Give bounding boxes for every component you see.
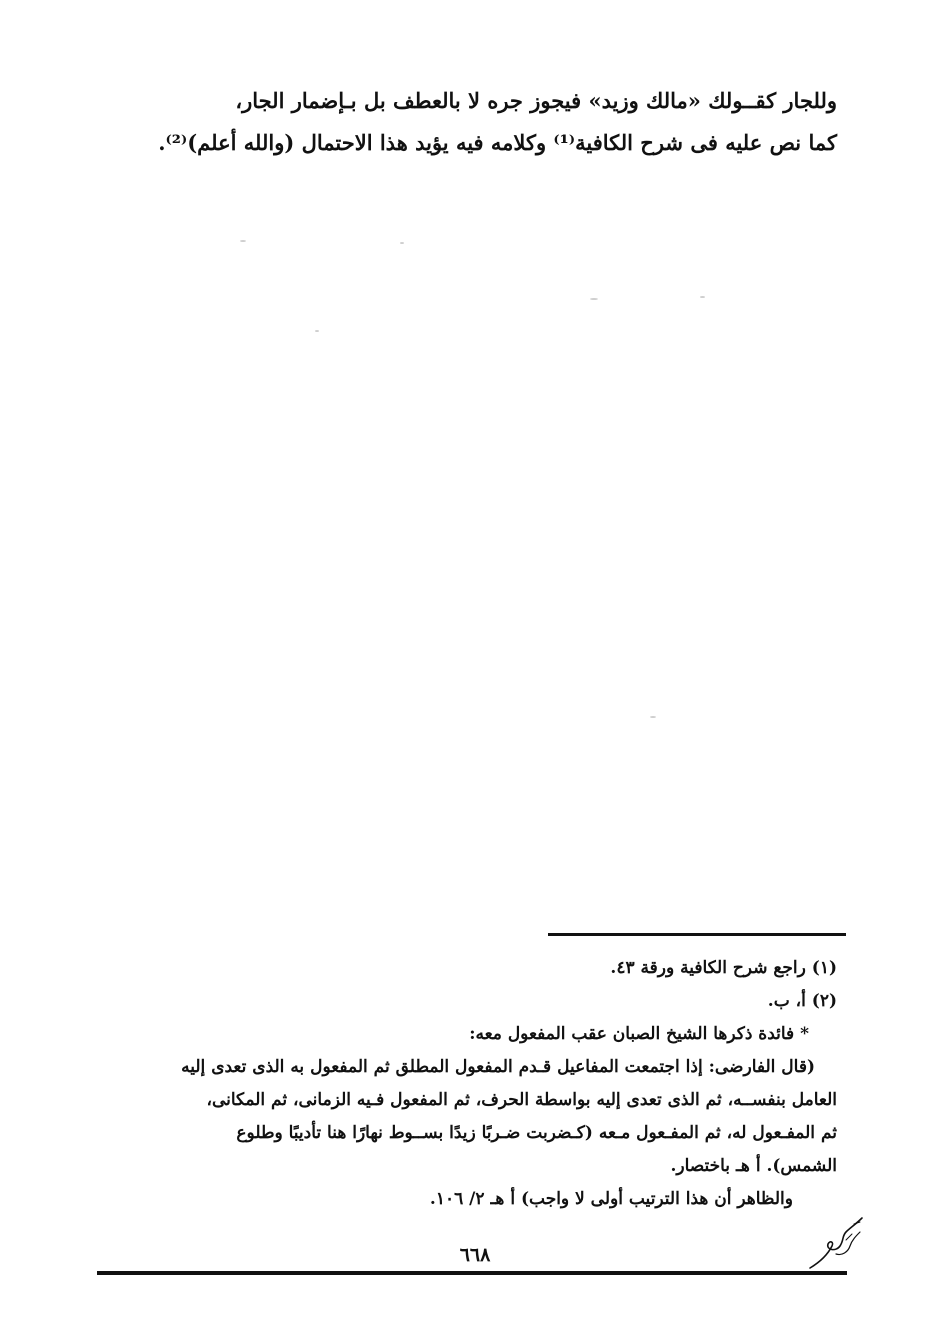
scan-speck xyxy=(650,716,656,718)
scan-speck xyxy=(240,240,246,242)
footnote-line: الشمس). أ هـ باختصار. xyxy=(670,1156,837,1176)
footnote-line: العامل بنفســه، ثم الذى تعدى إليه بواسطة الحرف، ثم المفعول فـيه الزمانى، ثم المكانى، xyxy=(206,1090,837,1110)
footnote-line: (٢) أ، ب. xyxy=(767,991,837,1011)
footnote-line: ثم المفـعول له، ثم المفـعول مـعه (كـضربت ضـربًا زيدًا بســوط نهارًا هنا تأديبًا وطلوع xyxy=(236,1123,837,1143)
footnote-line: والظاهر أن هذا الترتيب أولى لا واجب) أ هـ ٢/ ١٠٦. xyxy=(429,1189,793,1209)
footnote-separator xyxy=(548,933,846,936)
main-text-line: وللجار كقــولك «مالك وزيد» فيجوز جره لا بالعطف بل بـإضمار الجار، xyxy=(235,88,837,113)
scan-speck xyxy=(400,242,404,244)
calligraphy-flourish-icon xyxy=(806,1210,866,1270)
main-text-line: كما نص عليه فى شرح الكافية⁽¹⁾ وكلامه فيه يؤيد هذا الاحتمال (والله أعلم)⁽²⁾. xyxy=(158,130,837,155)
footnote-line: * فائدة ذكرها الشيخ الصبان عقب المفعول معه: xyxy=(469,1024,809,1044)
bottom-rule xyxy=(97,1271,847,1275)
footnote-line: (قال الفارضى: إذا اجتمعت المفاعيل قـدم المفعول المطلق ثم المفعول به الذى تعدى إليه xyxy=(181,1057,815,1077)
scan-speck xyxy=(590,298,598,300)
page-number: ٦٦٨ xyxy=(459,1244,491,1266)
main-text xyxy=(95,80,837,164)
footnote-line: (١) راجع شرح الكافية ورقة ٤٣. xyxy=(610,958,837,978)
footnotes xyxy=(92,952,837,1216)
scan-speck xyxy=(315,330,319,332)
scan-speck xyxy=(700,296,705,298)
